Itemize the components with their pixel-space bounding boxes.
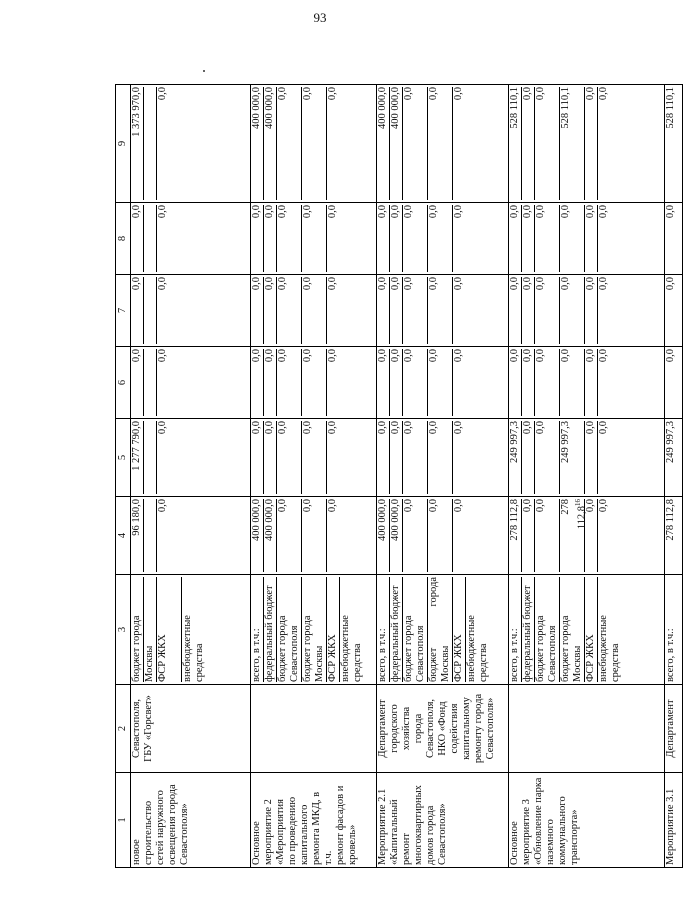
- amount-line: 400 000,0: [389, 499, 402, 572]
- amount-line: [314, 87, 326, 200]
- amount-line: 0,0: [301, 277, 314, 344]
- amount-line: 0,0: [427, 277, 440, 344]
- table-row: [131, 85, 251, 868]
- amount-line: 0,0: [559, 277, 572, 344]
- amount-line: 249 997,3: [559, 421, 572, 494]
- amount-line: [547, 499, 559, 572]
- amount-line: 0,0: [402, 349, 415, 416]
- header-cell: 4: [116, 497, 131, 575]
- measure-name-cell: Основное мероприятие 2 «Мероприятия по проведению капитального ремонта МКД, в т.ч. ремонт фасадов и кровель»: [251, 773, 377, 868]
- amount-line: [415, 499, 427, 572]
- funding-source-line: Севастополя: [289, 625, 300, 682]
- table-row: [251, 85, 377, 868]
- amount-line: [314, 421, 326, 494]
- funding-source-line: внебюджетные: [597, 577, 610, 682]
- header-cell: 1: [116, 773, 131, 868]
- funding-source-line: бюджет города: [402, 577, 415, 682]
- amount-line: 0,0: [326, 421, 339, 494]
- amount-line: 0,0: [156, 205, 169, 272]
- amount-line: 0,0: [665, 277, 676, 291]
- amount-line: 0,0: [584, 205, 597, 272]
- amount-cell: [131, 275, 251, 347]
- amount-line: 249 997,3: [665, 421, 676, 463]
- amount-line: 0,0: [377, 349, 388, 363]
- amount-line: 0,0: [665, 349, 676, 363]
- amount-line: 0,0: [521, 205, 534, 272]
- amount-line: [314, 205, 326, 272]
- amount-cell: [377, 419, 509, 497]
- amount-line: 0,0: [584, 87, 597, 200]
- amount-line: [143, 205, 156, 272]
- funding-source-line: бюджет города: [534, 577, 547, 682]
- amount-line: 0,0: [427, 349, 440, 416]
- amount-line: 0,0: [509, 277, 520, 291]
- amount-line: 0,0: [263, 349, 276, 416]
- amount-line: [314, 349, 326, 416]
- amount-line: 0,0: [263, 277, 276, 344]
- amount-cell: [131, 347, 251, 419]
- funding-source-line: всего, в т.ч.:: [377, 628, 388, 682]
- funding-source-line: бюджет города: [559, 577, 572, 682]
- amount-line: 0,0: [251, 277, 262, 291]
- amount-line: 0,0: [156, 499, 169, 572]
- amount-cell: [665, 347, 683, 419]
- funding-source-line: Севастополя: [415, 625, 426, 682]
- amount-line: 0,0: [389, 349, 402, 416]
- amount-line: [143, 277, 156, 344]
- table-row: [665, 85, 683, 868]
- funding-source-cell: [509, 575, 665, 685]
- amount-cell: [377, 347, 509, 419]
- funding-source-line: ФСР ЖКХ: [156, 577, 169, 682]
- amount-line: 0,0: [534, 87, 547, 200]
- amount-line: 0,0: [276, 205, 289, 272]
- amount-line: 0,0: [156, 349, 169, 416]
- amount-line: 0,0: [597, 421, 610, 494]
- funding-source-line: средства: [352, 643, 363, 682]
- amount-line: 0,0: [452, 499, 465, 572]
- measure-name-cell: Основное мероприятие 3 «Обновление парка наземного коммунального транспорта»: [509, 773, 665, 868]
- amount-cell: [665, 497, 683, 575]
- amount-line: 0,0: [427, 421, 440, 494]
- amount-line: 278: [559, 499, 572, 572]
- funding-source-cell: [251, 575, 377, 685]
- amount-line: 0,0: [584, 499, 597, 572]
- amount-cell: [251, 497, 377, 575]
- measure-name-cell: новое строительство сетей наружного освещения города Севастополя»: [131, 773, 251, 868]
- amount-line: 0,0: [452, 277, 465, 344]
- funding-source-line: Севастополя: [547, 625, 558, 682]
- header-cell: 9: [116, 85, 131, 203]
- amount-line: 0,0: [584, 277, 597, 344]
- footnote-marker: 16: [574, 499, 582, 506]
- funding-source-line: средства: [478, 643, 489, 682]
- measure-name-cell: Мероприятие 2.1 «Капитальный ремонт многоквартирных домов города Севастополя»: [377, 773, 509, 868]
- amount-line: 0,0: [584, 349, 597, 416]
- header-cell: 8: [116, 203, 131, 275]
- amount-line: 400 000,0: [377, 499, 388, 541]
- amount-line: 0,0: [251, 349, 262, 363]
- amount-line: [440, 277, 452, 344]
- funding-source-line: всего, в т.ч.:: [665, 628, 676, 682]
- amount-line: 0,0: [402, 499, 415, 572]
- amount-line: 0,0: [427, 87, 440, 200]
- executor-cell: Департамент: [665, 685, 683, 773]
- amount-line: 0,0: [326, 87, 339, 200]
- amount-line: [143, 499, 156, 572]
- amount-line: 0,0: [534, 349, 547, 416]
- amount-line: 400 000,0: [389, 87, 402, 200]
- amount-line: [289, 421, 301, 494]
- funding-source-line: бюджет города: [131, 615, 142, 682]
- amount-line: [440, 205, 452, 272]
- scan-dot: [203, 70, 205, 72]
- funding-source-line: внебюджетные: [465, 577, 478, 682]
- amount-line: [440, 499, 452, 572]
- amount-line: [547, 421, 559, 494]
- amount-line: 0,0: [521, 87, 534, 200]
- amount-line: 0,0: [509, 349, 520, 363]
- amount-line: 278 112,8: [509, 499, 520, 541]
- funding-source-cell: [131, 575, 251, 685]
- amount-cell: [131, 497, 251, 575]
- amount-line: 0,0: [521, 277, 534, 344]
- amount-line: 0,0: [402, 205, 415, 272]
- amount-line: 0,0: [156, 277, 169, 344]
- amount-line: 0,0: [402, 87, 415, 200]
- amount-line: 0,0: [597, 87, 610, 200]
- amount-line: 528 110,1: [665, 87, 676, 129]
- amount-line: 0,0: [389, 421, 402, 494]
- amount-line: [289, 205, 301, 272]
- amount-line: 0,0: [131, 349, 142, 363]
- funding-source-line: Москвы: [143, 577, 156, 682]
- funding-source-line: бюджет города: [276, 577, 289, 682]
- amount-line: [415, 205, 427, 272]
- funding-source-line: ФСР ЖКХ: [452, 577, 465, 682]
- amount-line: 0,0: [559, 349, 572, 416]
- funding-source-line: федеральный бюджет: [263, 577, 276, 682]
- funding-table: [115, 84, 683, 868]
- amount-line: 0,0: [301, 87, 314, 200]
- amount-line: 528 110,1: [559, 87, 572, 200]
- amount-cell: [251, 275, 377, 347]
- amount-line: 400 000,0: [263, 87, 276, 200]
- amount-line: [289, 87, 301, 200]
- amount-line: 0,0: [559, 205, 572, 272]
- amount-line: [289, 499, 301, 572]
- amount-line: 400 000,0: [263, 499, 276, 572]
- amount-line: 0,0: [276, 499, 289, 572]
- amount-line: 400 000,0: [251, 499, 262, 541]
- amount-line: 112,8$^{16}$: [574, 499, 588, 530]
- header-cell: 2: [116, 685, 131, 773]
- amount-line: 0,0: [131, 205, 142, 219]
- amount-line: 0,0: [263, 205, 276, 272]
- amount-cell: [509, 497, 665, 575]
- amount-line: 400 000,0: [251, 87, 262, 129]
- amount-line: 400 000,0: [377, 87, 388, 129]
- funding-source-cell: [665, 575, 683, 685]
- funding-source-line: Москвы: [572, 645, 583, 682]
- amount-line: 0,0: [276, 349, 289, 416]
- amount-line: 96 180,0: [131, 499, 142, 536]
- amount-cell: [509, 347, 665, 419]
- table-row: [377, 85, 509, 868]
- amount-line: 0,0: [263, 421, 276, 494]
- amount-cell: [509, 275, 665, 347]
- funding-source-line: Москвы: [440, 645, 451, 682]
- funding-source-line: всего, в т.ч.:: [509, 628, 520, 682]
- amount-cell: [665, 419, 683, 497]
- funding-source-line: федеральный бюджет: [389, 577, 402, 682]
- table-header-row: [116, 85, 131, 868]
- amount-line: 0,0: [276, 421, 289, 494]
- amount-line: [415, 349, 427, 416]
- amount-line: 0,0: [301, 499, 314, 572]
- amount-cell: [251, 347, 377, 419]
- amount-line: [314, 277, 326, 344]
- amount-cell: [131, 419, 251, 497]
- executor-cell: [251, 685, 377, 773]
- funding-source-line: федеральный бюджет: [521, 577, 534, 682]
- amount-cell: [251, 419, 377, 497]
- amount-line: 0,0: [326, 499, 339, 572]
- amount-line: 0,0: [597, 499, 610, 572]
- amount-cell: [665, 203, 683, 275]
- amount-line: 0,0: [326, 205, 339, 272]
- amount-cell: [251, 85, 377, 203]
- amount-cell: [377, 85, 509, 203]
- amount-line: 0,0: [597, 277, 610, 344]
- amount-line: [314, 499, 326, 572]
- amount-line: [572, 277, 584, 344]
- amount-line: 0,0: [452, 87, 465, 200]
- amount-line: 0,0: [597, 205, 610, 272]
- amount-line: [415, 277, 427, 344]
- header-cell: 7: [116, 275, 131, 347]
- amount-line: 1 373 970,0: [131, 87, 142, 137]
- amount-cell: [377, 203, 509, 275]
- table-row: [509, 85, 665, 868]
- executor-cell: [509, 685, 665, 773]
- amount-line: 0,0: [521, 421, 534, 494]
- amount-cell: [509, 85, 665, 203]
- amount-line: [572, 349, 584, 416]
- amount-line: [415, 87, 427, 200]
- measure-name-cell: Мероприятие 3.1: [665, 773, 683, 868]
- funding-source-line: внебюджетные: [339, 577, 352, 682]
- amount-line: 0,0: [427, 205, 440, 272]
- amount-line: 0,0: [326, 349, 339, 416]
- amount-line: 0,0: [509, 205, 520, 219]
- amount-line: 0,0: [389, 277, 402, 344]
- amount-line: 0,0: [377, 205, 388, 219]
- amount-line: 0,0: [377, 277, 388, 291]
- amount-line: [143, 349, 156, 416]
- amount-line: 249 997,3: [509, 421, 520, 463]
- amount-line: 0,0: [251, 205, 262, 219]
- amount-line: [440, 87, 452, 200]
- amount-cell: [509, 419, 665, 497]
- amount-line: 0,0: [156, 421, 169, 494]
- amount-line: 0,0: [156, 87, 169, 200]
- amount-line: [440, 349, 452, 416]
- amount-line: [143, 421, 156, 494]
- funding-source-line: Москвы: [314, 645, 325, 682]
- amount-line: 0,0: [301, 205, 314, 272]
- amount-line: 0,0: [584, 421, 597, 494]
- amount-line: 0,0: [452, 421, 465, 494]
- amount-line: 0,0: [534, 421, 547, 494]
- amount-line: [415, 421, 427, 494]
- funding-source-line: [169, 577, 181, 682]
- amount-line: 0,0: [597, 349, 610, 416]
- amount-line: 0,0: [389, 205, 402, 272]
- amount-line: 0,0: [402, 421, 415, 494]
- amount-line: [143, 87, 156, 200]
- amount-line: [547, 205, 559, 272]
- funding-source-line: ФСР ЖКХ: [326, 577, 339, 682]
- amount-line: 0,0: [452, 205, 465, 272]
- funding-source-line: средства: [610, 643, 621, 682]
- amount-line: 0,0: [377, 421, 388, 435]
- amount-cell: [377, 275, 509, 347]
- amount-line: 0,0: [131, 277, 142, 291]
- funding-source-line: бюджет города: [301, 577, 314, 682]
- funding-source-line: всего, в т.ч.:: [251, 628, 262, 682]
- amount-line: 0,0: [301, 421, 314, 494]
- amount-line: 0,0: [452, 349, 465, 416]
- amount-line: [572, 87, 584, 200]
- amount-line: 0,0: [301, 349, 314, 416]
- executor-cell: Севастополя, ГБУ «Горсвет»: [131, 685, 251, 773]
- amount-line: 0,0: [251, 421, 262, 435]
- executor-cell: Департамент городского хозяйства города Севастополя, НКО «Фонд содействия капитальному ремонту города Севастополя»: [377, 685, 509, 773]
- amount-line: [572, 205, 584, 272]
- amount-cell: [509, 203, 665, 275]
- header-cell: 3: [116, 575, 131, 685]
- amount-line: 0,0: [276, 87, 289, 200]
- amount-cell: [131, 85, 251, 203]
- amount-line: [547, 277, 559, 344]
- amount-line: 0,0: [402, 277, 415, 344]
- amount-line: 0,0: [534, 205, 547, 272]
- amount-line: 0,0: [665, 205, 676, 219]
- amount-line: 0,0: [534, 277, 547, 344]
- amount-line: 0,0: [521, 349, 534, 416]
- page-number: 93: [313, 10, 327, 25]
- amount-line: [440, 421, 452, 494]
- amount-line: 0,0: [427, 499, 440, 572]
- rotated-table-container: [115, 85, 676, 868]
- header-cell: 6: [116, 347, 131, 419]
- amount-cell: [251, 203, 377, 275]
- amount-line: [547, 87, 559, 200]
- amount-line: 0,0: [534, 499, 547, 572]
- amount-line: 278 112,8: [665, 499, 676, 541]
- amount-cell: [377, 497, 509, 575]
- amount-line: [547, 349, 559, 416]
- amount-cell: [665, 85, 683, 203]
- amount-line: 0,0: [276, 277, 289, 344]
- amount-cell: [665, 275, 683, 347]
- amount-line: 0,0: [521, 499, 534, 572]
- amount-line: [572, 421, 584, 494]
- amount-cell: [131, 203, 251, 275]
- funding-source-line: ФСР ЖКХ: [584, 577, 597, 682]
- funding-source-line: бюджет города: [428, 577, 439, 682]
- amount-line: [289, 277, 301, 344]
- amount-line: 528 110,1: [509, 87, 520, 129]
- funding-source-line: внебюджетные: [181, 577, 194, 682]
- funding-source-line: средства: [194, 643, 205, 682]
- header-cell: 5: [116, 419, 131, 497]
- amount-line: 1 277 790,0: [131, 421, 142, 471]
- funding-source-cell: [377, 575, 509, 685]
- amount-line: 0,0: [326, 277, 339, 344]
- amount-line: [289, 349, 301, 416]
